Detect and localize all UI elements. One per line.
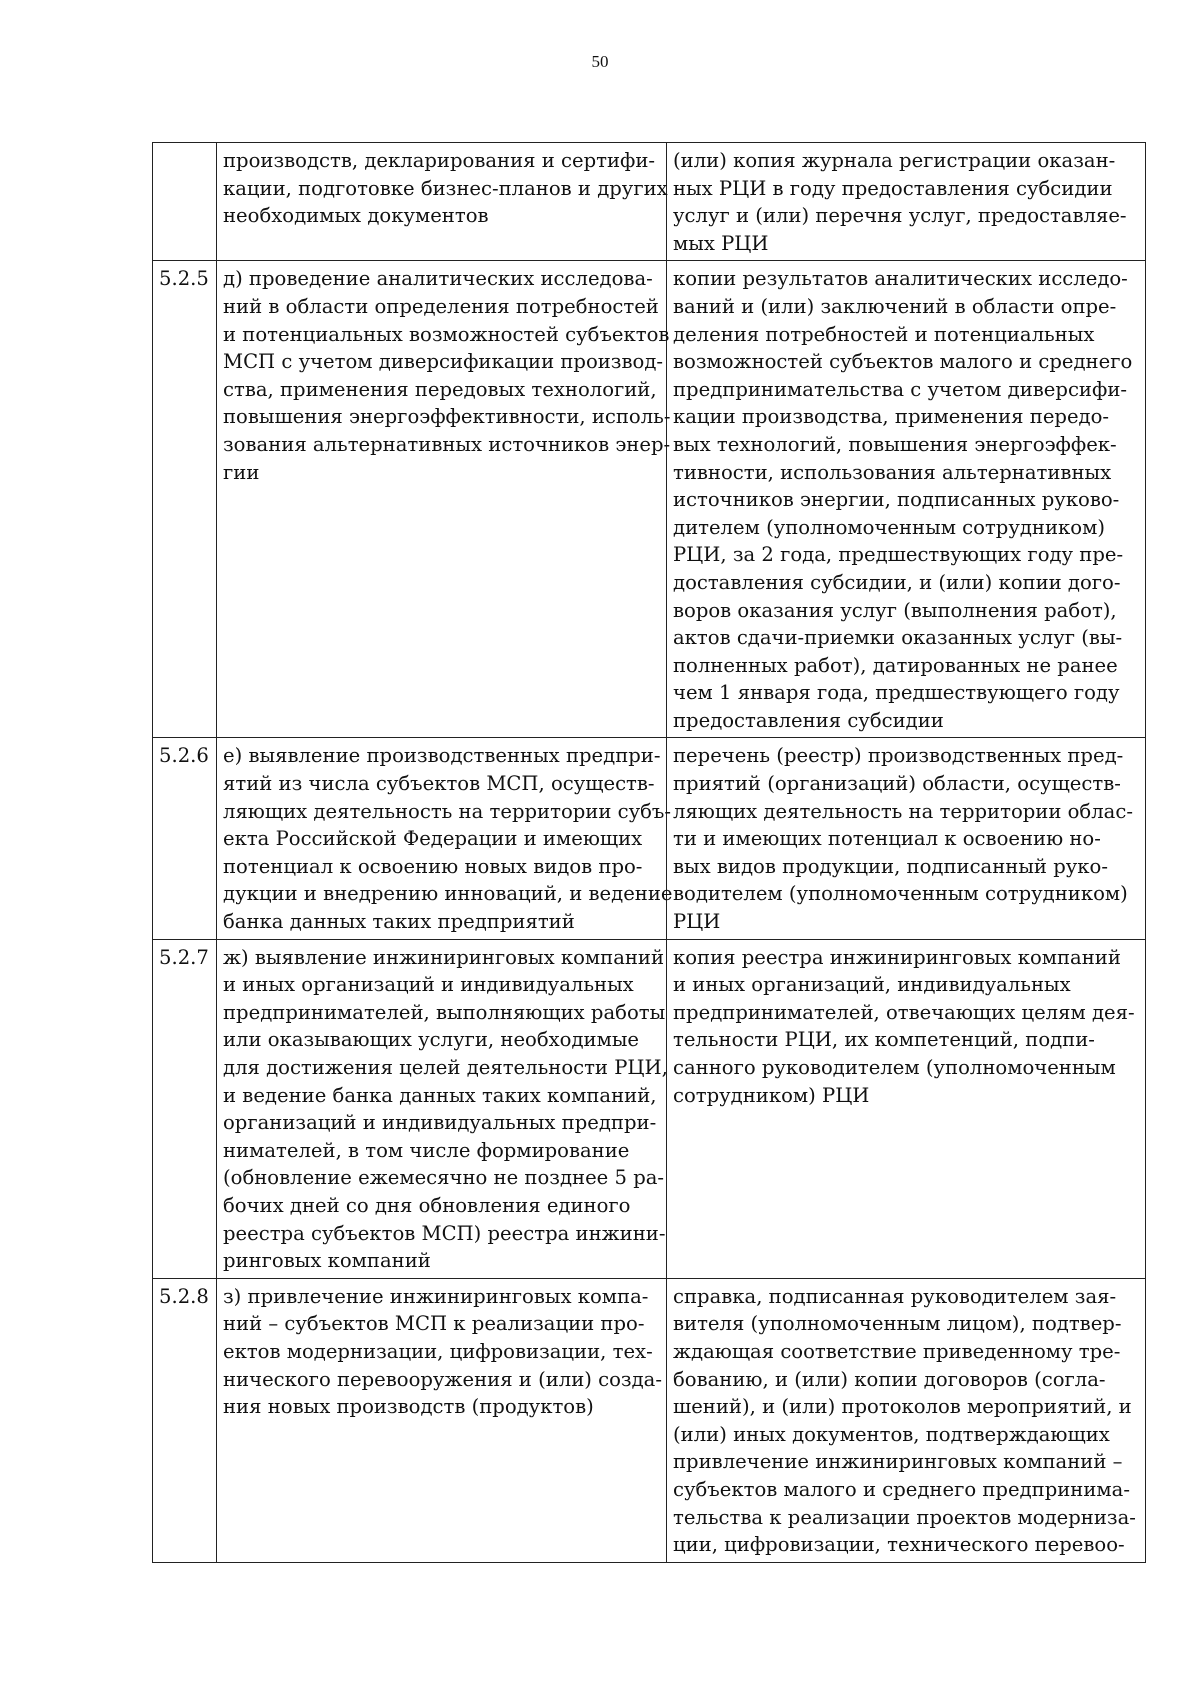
description-line: ний – субъектов МСП к реализации про-	[223, 1312, 645, 1336]
documents-line: источников энергии, подписанных руково-	[673, 488, 1120, 512]
item-number-cell	[153, 143, 217, 261]
documents-line: и иных организаций, индивидуальных	[673, 973, 1071, 997]
description-line: или оказывающих услуги, необходимые	[223, 1028, 640, 1052]
documents-line: сотрудником) РЦИ	[673, 1083, 870, 1107]
documents-line: ляющих деятельность на территории облас-	[673, 799, 1133, 823]
documents-line: копия реестра инжиниринговых компаний	[673, 945, 1121, 969]
item-number-cell	[153, 261, 217, 738]
documents-line: ти и имеющих потенциал к освоению но-	[673, 827, 1101, 851]
description-line: нического перевооружения и (или) созда-	[223, 1367, 662, 1391]
documents-line: (или) копия журнала регистрации оказан-	[673, 149, 1116, 172]
documents-line: полненных работ), датированных не ранее	[673, 653, 1118, 677]
description-line: з) привлечение инжиниринговых компа-	[223, 1284, 649, 1308]
description-cell	[217, 1278, 667, 1562]
table-row	[153, 939, 1146, 1278]
description-line: МСП с учетом диверсификации производ-	[223, 350, 664, 374]
description-line: ятий из числа субъектов МСП, осуществ-	[223, 772, 655, 796]
documents-line: предпринимательства с учетом диверсифи-	[673, 377, 1127, 401]
documents-line: дителем (уполномоченным сотрудником)	[673, 515, 1105, 539]
documents-cell	[667, 1278, 1146, 1562]
description-cell	[217, 261, 671, 738]
description-line: ектов модернизации, цифровизации, тех-	[223, 1339, 653, 1363]
item-number: 5.2.6	[159, 744, 209, 768]
item-number: 5.2.7	[159, 945, 209, 969]
description-line: и ведение банка данных таких компаний,	[223, 1083, 657, 1107]
documents-line: санного руководителем (уполномоченным	[673, 1056, 1116, 1079]
description-line: производств, декларирования и сертифи-	[223, 149, 656, 172]
item-number: 5.2.8	[159, 1284, 209, 1308]
description-line: необходимых документов	[223, 204, 489, 228]
documents-line: вых видов продукции, подписанный руко-	[673, 854, 1108, 878]
documents-line: возможностей субъектов малого и среднего	[673, 350, 1133, 374]
documents-line: вителя (уполномоченным лицом), подтвер-	[673, 1312, 1122, 1336]
documents-cell	[667, 939, 1146, 1278]
documents-line: мых РЦИ	[673, 231, 769, 255]
item-number-cell	[153, 738, 217, 939]
description-cell	[217, 939, 667, 1278]
item-number-cell	[153, 1278, 217, 1562]
table-row	[153, 738, 1146, 939]
documents-line: РЦИ	[673, 910, 721, 934]
documents-line: тельства к реализации проектов модерниза-	[673, 1505, 1136, 1529]
documents-line: РЦИ, за 2 года, предшествующих году пре-	[673, 543, 1124, 567]
requirements-table	[152, 142, 1146, 1563]
description-line: реестра субъектов МСП) реестра инжини-	[223, 1221, 666, 1245]
description-line: ства, применения передовых технологий,	[223, 377, 657, 401]
table-row	[153, 1278, 1146, 1562]
page-number: 50	[591, 52, 609, 71]
description-line: е) выявление производственных предпри-	[223, 744, 661, 768]
documents-cell	[667, 143, 1146, 261]
documents-line: бованию, и (или) копии договоров (согла-	[673, 1367, 1106, 1391]
documents-line: тельности РЦИ, их компетенций, подпи-	[673, 1028, 1095, 1052]
item-number: 5.2.5	[159, 267, 209, 291]
documents-line: копии результатов аналитических исследо-	[673, 267, 1128, 291]
documents-cell	[667, 738, 1146, 939]
description-line: ринговых компаний	[223, 1249, 431, 1273]
documents-line: предпринимателей, отвечающих целям дея-	[673, 1000, 1135, 1024]
documents-line: ных РЦИ в году предоставления субсидии	[673, 176, 1113, 200]
documents-line: субъектов малого и среднего предпринима-	[673, 1477, 1130, 1501]
description-line: д) проведение аналитических исследова-	[223, 267, 653, 291]
description-line: организаций и индивидуальных предпри-	[223, 1111, 657, 1135]
documents-line: справка, подписанная руководителем зая-	[673, 1284, 1117, 1308]
documents-line: кации производства, применения передо-	[673, 405, 1110, 429]
documents-line: шений), и (или) протоколов мероприятий, и	[673, 1395, 1132, 1419]
item-number-cell	[153, 939, 217, 1278]
description-line: повышения энергоэффективности, исполь-	[223, 405, 671, 429]
description-line: гии	[223, 460, 260, 484]
documents-line: тивности, использования альтернативных	[673, 460, 1112, 484]
description-cell	[217, 738, 673, 939]
description-line: потенциал к освоению новых видов про-	[223, 854, 643, 878]
description-line: для достижения целей деятельности РЦИ,	[223, 1056, 668, 1079]
description-line: и потенциальных возможностей субъектов	[223, 322, 670, 346]
description-line: нимателей, в том числе формирование	[223, 1138, 630, 1162]
documents-line: ждающая соответствие приведенному тре-	[673, 1339, 1121, 1363]
documents-line: услуг и (или) перечня услуг, предоставляе-	[673, 204, 1127, 228]
description-cell	[217, 143, 667, 261]
documents-line: ции, цифровизации, технического перевоо-	[673, 1533, 1125, 1557]
table-row	[153, 261, 1146, 738]
description-line: предпринимателей, выполняющих работы	[223, 1000, 666, 1024]
description-line: ний в области определения потребностей	[223, 294, 659, 318]
description-line: банка данных таких предприятий	[223, 910, 575, 934]
documents-line: деления потребностей и потенциальных	[673, 322, 1095, 346]
description-line: екта Российской Федерации и имеющих	[223, 827, 643, 851]
description-line: ж) выявление инжиниринговых компаний	[223, 945, 665, 969]
documents-line: доставления субсидии, и (или) копии дого-	[673, 570, 1121, 594]
table-body	[153, 143, 1146, 1563]
description-line: ния новых производств (продуктов)	[223, 1395, 594, 1419]
documents-line: чем 1 января года, предшествующего году	[673, 681, 1120, 705]
description-line: ляющих деятельность на территории субъ-	[223, 799, 672, 823]
documents-line: предоставления субсидии	[673, 708, 944, 732]
documents-line: водителем (уполномоченным сотрудником)	[673, 882, 1128, 906]
description-line: бочих дней со дня обновления единого	[223, 1193, 631, 1217]
description-line: и иных организаций и индивидуальных	[223, 973, 634, 997]
documents-line: ваний и (или) заключений в области опре-	[673, 294, 1117, 318]
documents-line: (или) иных документов, подтверждающих	[673, 1422, 1110, 1446]
documents-line: вых технологий, повышения энергоэффек-	[673, 432, 1117, 456]
description-line: (обновление ежемесячно не позднее 5 ра-	[223, 1166, 665, 1190]
documents-line: актов сдачи-приемки оказанных услуг (вы-	[673, 626, 1123, 650]
documents-line: привлечение инжиниринговых компаний –	[673, 1450, 1123, 1474]
description-line: зования альтернативных источников энер-	[223, 432, 671, 456]
table-row	[153, 143, 1146, 261]
description-line: кации, подготовке бизнес-планов и других	[223, 176, 668, 200]
documents-line: приятий (организаций) области, осуществ-	[673, 772, 1121, 796]
documents-line: перечень (реестр) производственных пред-	[673, 744, 1124, 768]
documents-line: воров оказания услуг (выполнения работ),	[673, 598, 1117, 622]
description-line: дукции и внедрению инноваций, и ведение	[223, 882, 673, 906]
documents-cell	[667, 261, 1146, 738]
